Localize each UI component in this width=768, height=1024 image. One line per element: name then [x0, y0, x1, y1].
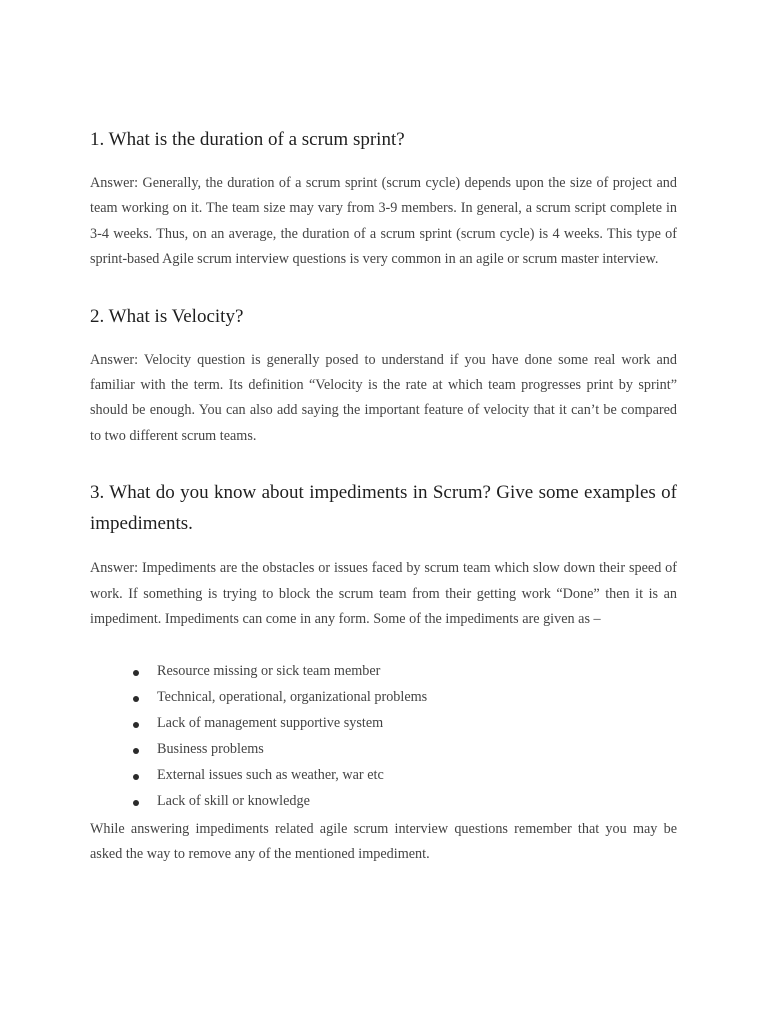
bullet-icon	[133, 722, 139, 728]
question-3-heading: 3. What do you know about impediments in Scrum? Give some examples of impediments.	[90, 482, 677, 535]
list-item-text: Lack of skill or knowledge	[157, 793, 310, 809]
question-1-heading: 1. What is the duration of a scrum sprint?	[90, 129, 405, 150]
question-2-heading: 2. What is Velocity?	[90, 305, 244, 327]
list-item	[133, 737, 677, 763]
bullet-icon	[133, 748, 139, 754]
list-item	[133, 763, 677, 789]
question-3-answer: Answer: Impediments are the obstacles or issues faced by scrum team which slow down their speed of work. If something is trying to block the scrum team from their getting work “Done” then it is an impediment. Impediments can come in any form. Some of the impediments are given as –	[90, 560, 677, 628]
list-item	[133, 711, 677, 737]
list-item-text: Business problems	[157, 741, 264, 758]
list-item	[133, 789, 677, 815]
document-content	[90, 124, 677, 868]
list-item-text: External issues such as weather, war etc	[157, 767, 384, 784]
bullet-icon	[133, 774, 139, 780]
question-1-answer: Answer: Generally, the duration of a scrum sprint (scrum cycle) depends upon the size of project and team working on it. The team size may vary from 3-9 members. In general, a scrum script complete in 3-4 weeks. Thus, on an average, the duration of a scrum sprint (scrum cycle) is 4 weeks. This type of sprint-based Agile scrum interview questions is very common in an agile or scrum master interview.	[90, 175, 677, 268]
list-item-text: Resource missing or sick team member	[157, 663, 381, 680]
closing-paragraph: While answering impediments related agile scrum interview questions remember that you may be asked the way to remove any of the mentioned impediment.	[90, 820, 677, 863]
list-item-text: Technical, operational, organizational problems	[157, 689, 428, 706]
list-item-text: Lack of management supportive system	[157, 715, 384, 732]
bullet-icon	[133, 800, 139, 806]
bullet-icon	[133, 670, 139, 676]
impediments-list	[90, 659, 677, 814]
bullet-icon	[133, 696, 139, 702]
question-2-answer: Answer: Velocity question is generally posed to understand if you have done some real work and familiar with the term. Its definition “Velocity is the rate at which team progresses print by sprint” should be enough. You can also add saying the important feature of velocity that it can’t be compared to two different scrum teams.	[90, 351, 677, 444]
list-item	[133, 659, 677, 685]
list-item	[133, 685, 677, 711]
